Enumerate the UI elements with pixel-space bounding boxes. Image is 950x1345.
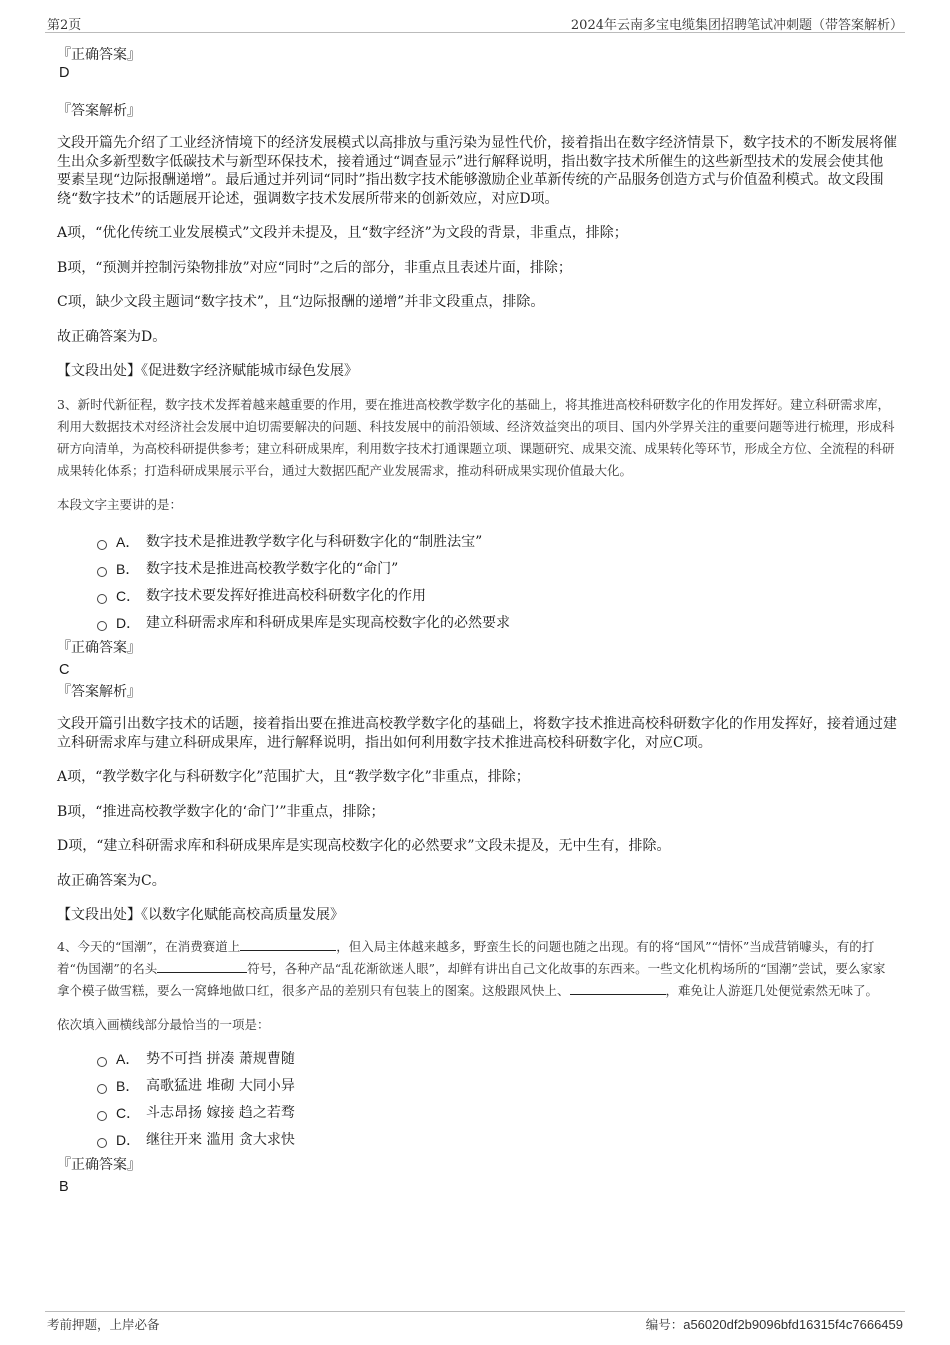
q3-analysis-a: A项，“教学数字化与科研数字化”范围扩大，且“教学数字化”非重点，排除； (57, 769, 530, 785)
q3-analysis-b: B项，“推进高校教学数字化的‘命门’”非重点，排除； (57, 803, 385, 820)
q3-ask: 本段文字主要讲的是： (57, 497, 183, 512)
source-label: 【文段出处】 (57, 363, 141, 379)
q3-option-c[interactable]: C． 数字技术要发挥好推进高校科研数字化的作用 (97, 583, 897, 610)
q3-answer-label: 『正确答案』 (57, 640, 141, 656)
q3-option-b[interactable]: B． 数字技术是推进高校教学数字化的“命门” (97, 556, 897, 583)
q4-option-d[interactable]: D． 继往开来 滥用 贪大求快 (97, 1127, 897, 1154)
document-title: 2024年云南多宝电缆集团招聘笔试冲刺题（带答案解析） (570, 18, 903, 33)
q4-options (57, 1046, 897, 1154)
q2-analysis-main: 文段开篇先介绍了工业经济情境下的经济发展模式以高排放与重污染为显性代价，接着指出在数字经济情景下，数字技术的不断发展将催生出众多新型数字低碳技术与新型环保技术，接着通过“调查显示”进行解释说明，指出数字技术所催生的这些新型技术的发展会使其他要素呈现“边际报酬递增”。最后通过并列词“同时”指出数字技术能够激励企业革新传统的产品服务创造方式与价值盈利模式。故文段围绕“数字技术”的话题展开论述，强调数字技术发展所带来的创新效应，对应D项。 (57, 135, 897, 207)
blank-1 (240, 938, 336, 951)
radio-icon[interactable] (97, 1084, 107, 1094)
page-header (45, 12, 905, 33)
blank-3 (570, 982, 666, 995)
q2-analysis-b: B项，“预测并控制污染物排放”对应“同时”之后的部分，非重点且表述片面，排除； (57, 259, 572, 276)
q3-options (57, 529, 897, 637)
q3-option-a[interactable]: A． 数字技术是推进教学数字化与科研数字化的“制胜法宝” (97, 529, 897, 556)
radio-icon[interactable] (97, 1111, 107, 1121)
document-code: 编号：a56020df2b9096bfd16315f4c7666459 (645, 1317, 903, 1332)
q2-analysis-c: C项，缺少文段主题词“数字技术”，且“边际报酬的递增”并非文段重点，排除。 (57, 294, 545, 310)
q4-option-a[interactable]: A． 势不可挡 拼凑 萧规曹随 (97, 1046, 897, 1073)
radio-icon[interactable] (97, 1138, 107, 1148)
q3-answer: C (59, 662, 70, 678)
radio-icon[interactable] (97, 621, 107, 631)
q3-analysis-main: 文段开篇引出数字技术的话题，接着指出要在推进高校教学数字化的基础上，将数字技术推进高校科研数字化的作用发挥好，接着通过建立科研需求库与建立科研成果库，进行解释说明，指出如何利用数字技术推进高校科研数字化，对应C项。 (57, 716, 897, 751)
q3-stem: 3、新时代新征程，数字技术发挥着越来越重要的作用，要在推进高校教学数字化的基础上，将其推进高校科研数字化的作用发挥好。建立科研需求库，利用大数据技术对经济社会发展中迫切需要解决的问题、科技发展中的前沿领域、经济效益突出的项目、国内外学界关注的重要问题等进行梳理，形成科研方向清单，为高校科研提供参考；建立科研成果库，利用数字技术打通课题立项、课题研究、成果交流、成果转化等环节，形成全方位、全流程的科研成果转化体系；打造科研成果展示平台，通过大数据匹配产业发展需求，推动科研成果实现价值最大化。 (57, 397, 895, 478)
page-footer (45, 1311, 905, 1336)
footer-slogan: 考前押题，上岸必备 (47, 1317, 160, 1332)
q3-source (57, 906, 897, 924)
q3-analysis-label: 『答案解析』 (57, 684, 141, 700)
radio-icon[interactable] (97, 594, 107, 604)
radio-icon[interactable] (97, 1057, 107, 1067)
blank-2 (157, 960, 247, 973)
q3-conclusion: 故正确答案为C。 (57, 872, 166, 889)
source-title: 《促进数字经济赋能城市绿色发展》 (141, 363, 358, 379)
q2-source (57, 362, 897, 380)
source-title: 《以数字化赋能高校高质量发展》 (141, 907, 344, 923)
q2-answer-label: 『正确答案』 (57, 47, 141, 63)
q4-ask: 依次填入画横线部分最恰当的一项是： (57, 1017, 270, 1032)
q4-answer-label: 『正确答案』 (57, 1157, 141, 1173)
q3-analysis-d: D项，“建立科研需求库和科研成果库是实现高校数字化的必然要求”文段未提及，无中生有，排除。 (57, 838, 671, 854)
q2-answer: D (59, 65, 70, 81)
radio-icon[interactable] (97, 540, 107, 550)
q4-stem: 4、今天的“国潮”，在消费赛道上 ，但入局主体越来越多，野蛮生长的问题也随之出现。有的将“国风”“情怀”当成营销噱头，有的打着“伪国潮”的名头 符号，各种产品“乱花渐欲迷人眼”，却鲜有讲出自己文化故事的东西来。一些文化机构场所的“国潮”尝试，要么家家拿个模子做雪糕，要么一窝蜂地做口红，很多产品的差别只有包装上的图案。这般跟风快上、 ，难免让人游逛几处便觉索然无味了。 (57, 939, 886, 998)
radio-icon[interactable] (97, 567, 107, 577)
q4-option-c[interactable]: C． 斗志昂扬 嫁接 趋之若骛 (97, 1100, 897, 1127)
document-body (57, 46, 897, 1196)
q2-analysis-label: 『答案解析』 (57, 103, 141, 119)
source-label: 【文段出处】 (57, 907, 141, 923)
q2-analysis-a: A项，“优化传统工业发展模式”文段并未提及，且“数字经济”为文段的背景，非重点，排除； (57, 225, 628, 241)
q3-option-d[interactable]: D． 建立科研需求库和科研成果库是实现高校数字化的必然要求 (97, 610, 897, 637)
q2-conclusion: 故正确答案为D。 (57, 328, 167, 345)
page-number: 第2页 (47, 18, 82, 33)
q4-answer: B (59, 1179, 69, 1195)
q4-option-b[interactable]: B． 高歌猛进 堆砌 大同小异 (97, 1073, 897, 1100)
